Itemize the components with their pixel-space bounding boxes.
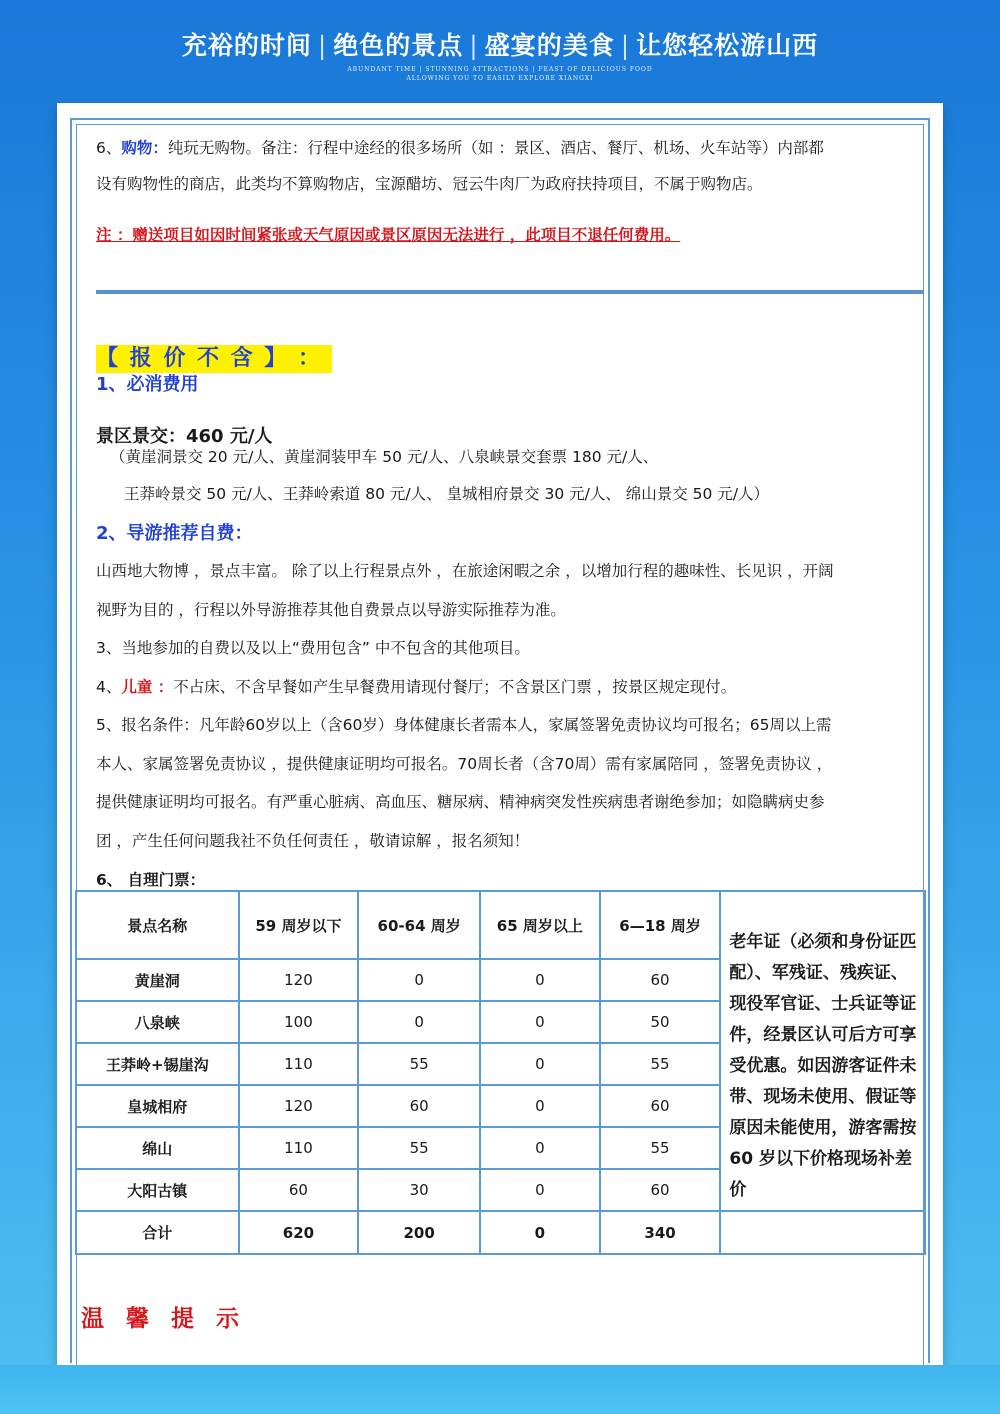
- table-cell: 0: [358, 959, 480, 1001]
- table-cell: 55: [358, 1043, 480, 1085]
- not-included-banner: 【 报 价 不 含 】 ：: [96, 345, 332, 373]
- header-title-part: 让您轻松游山西: [636, 31, 819, 60]
- table-cell: 110: [239, 1127, 359, 1169]
- table-cell: 0: [480, 1085, 600, 1127]
- table-cell-empty: [720, 1211, 925, 1254]
- header-title-part: 充裕的时间: [181, 31, 312, 60]
- header-subtitle-line2: ALLOWING YOU TO EASILY EXPLORE XIANGXI: [406, 75, 594, 82]
- table-cell: 60: [600, 1169, 721, 1211]
- table-cell: 0: [480, 1001, 600, 1043]
- item3-text: 3、当地参加的自费以及以上“费用包含” 中不包含的其他项目。: [96, 639, 530, 657]
- header-separator: |: [469, 31, 479, 60]
- item4-prefix: 4、: [96, 678, 122, 696]
- shopping-label: 购物：: [121, 139, 168, 157]
- table-cell: 50: [600, 1001, 721, 1043]
- table-cell: 0: [480, 1127, 600, 1169]
- table-header-cell: 59 周岁以下: [239, 891, 359, 959]
- table-cell-total-label: 合计: [76, 1211, 239, 1254]
- header-title-part: 盛宴的美食: [484, 31, 615, 60]
- table-cell-name: 王莽岭+锡崖沟: [76, 1043, 239, 1085]
- section-divider: [96, 290, 924, 294]
- document-sheet: [57, 103, 943, 1365]
- header-title-part: 绝色的景点: [333, 31, 464, 60]
- item5-line1: 5、报名条件：凡年龄60岁以上（含60岁）身体健康长者需本人，家属签署免责协议均可报名；65周以上需: [96, 716, 832, 734]
- table-cell: 100: [239, 1001, 359, 1043]
- table-cell: 110: [239, 1043, 359, 1085]
- page-header: [0, 0, 1000, 100]
- header-separator: |: [620, 31, 631, 60]
- table-cell-total: 200: [358, 1211, 480, 1254]
- table-header-cell: 60-64 周岁: [358, 891, 480, 959]
- item5-line3: 提供健康证明均可报名。有严重心脏病、高血压、糖尿病、精神病突发性疾病患者谢绝参加；如隐瞒病史参: [96, 793, 825, 811]
- table-cell-name: 皇城相府: [76, 1085, 239, 1127]
- children-label: 儿童 ：: [121, 678, 174, 696]
- table-cell: 60: [239, 1169, 359, 1211]
- table-cell-name: 黄崖洞: [76, 959, 239, 1001]
- discount-note-cell: 老年证（必须和身份证匹配）、军残证、残疾证、现役军官证、士兵证等证件，经景区认可后方可享受优惠。如因游客证件未带、现场未使用、假证等原因未能使用，游客需按60 岁以下价格现场补差价: [720, 891, 925, 1211]
- fee-detail-line1: （黄崖洞景交 20 元/人、黄崖洞装甲车 50 元/人、八泉峡景交套票 180 元/人、: [110, 448, 659, 466]
- table-header-cell: 景点名称: [76, 891, 239, 959]
- warm-tips-title: 温馨提示: [81, 1305, 261, 1332]
- table-cell: 0: [480, 1169, 600, 1211]
- item4-text: 不占床、不含早餐如产生早餐费用请现付餐厅；不含景区门票 ，按景区规定现付。: [173, 678, 737, 696]
- scenic-transport-fee: 景区景交：460 元/人: [96, 426, 273, 447]
- table-header-row: [76, 891, 925, 959]
- shopping-line1: [96, 138, 908, 158]
- header-separator: |: [317, 31, 328, 60]
- table-cell: 55: [600, 1043, 721, 1085]
- table-total-row: [76, 1211, 925, 1254]
- table-cell: 0: [358, 1001, 480, 1043]
- header-subtitle-line1: ABUNDANT TIME | STUNNING ATTRACTIONS | FEAST OF DELICIOUS FOOD: [347, 66, 653, 73]
- gift-note: 注 ：赠送项目如因时间紧张或天气原因或景区原因无法进行 ，此项目不退任何费用。: [96, 226, 681, 244]
- item5-line4: 团 ，产生任何问题我社不负任何责任 ，敬请谅解 ，报名须知！: [96, 832, 530, 850]
- shopping-prefix: 6、: [96, 139, 122, 157]
- table-cell: 60: [358, 1085, 480, 1127]
- table-cell: 30: [358, 1169, 480, 1211]
- section2-title: 2、导游推荐自费：: [96, 523, 253, 544]
- table-cell-total: 340: [600, 1211, 721, 1254]
- table-cell-name: 绵山: [76, 1127, 239, 1169]
- table-header-cell: 65 周岁以上: [480, 891, 600, 959]
- table-header-cell: 6—18 周岁: [600, 891, 721, 959]
- bottom-band: [0, 1365, 1000, 1414]
- table-cell: 60: [600, 959, 721, 1001]
- table-cell-total: 0: [480, 1211, 600, 1254]
- table-cell: 0: [480, 1043, 600, 1085]
- table-cell: 55: [358, 1127, 480, 1169]
- table-cell: 120: [239, 959, 359, 1001]
- table-cell: 0: [480, 959, 600, 1001]
- fee-detail-line2: 王莽岭景交 50 元/人、王莽岭索道 80 元/人、 皇城相府景交 30 元/人、 绵山景交 50 元/人）: [124, 485, 770, 503]
- table-cell: 55: [600, 1127, 721, 1169]
- shopping-line2: 设有购物性的商店，此类均不算购物店，宝源醋坊、冠云牛肉厂为政府扶持项目，不属于购物店。: [96, 175, 763, 193]
- table-cell-name: 八泉峡: [76, 1001, 239, 1043]
- table-cell-name: 大阳古镇: [76, 1169, 239, 1211]
- item4-line: [96, 677, 908, 697]
- table-cell: 120: [239, 1085, 359, 1127]
- section2-text1: 山西地大物博 ，景点丰富。 除了以上行程景点外 ，在旅途闲暇之余 ，以增加行程的趣味性、长见识 ，开阔: [96, 562, 834, 580]
- item6-title: 6、 自理门票：: [96, 871, 206, 889]
- header-title: [0, 26, 1000, 62]
- table-cell: 60: [600, 1085, 721, 1127]
- item5-line2: 本人、家属签署免责协议 ，提供健康证明均可报名。70周长者（含70周）需有家属陪同 ，签署免责协议 ，: [96, 755, 833, 773]
- tickets-table: [75, 890, 926, 1255]
- table-cell-total: 620: [239, 1211, 359, 1254]
- section2-text2: 视野为目的 ，行程以外导游推荐其他自费景点以导游实际推荐为准。: [96, 601, 566, 619]
- shopping-text1: 纯玩无购物。备注：行程中途经的很多场所（如 ：景区、酒店、餐厅、机场、火车站等）内部都: [167, 139, 824, 157]
- section1-title: 1、必消费用: [96, 374, 199, 395]
